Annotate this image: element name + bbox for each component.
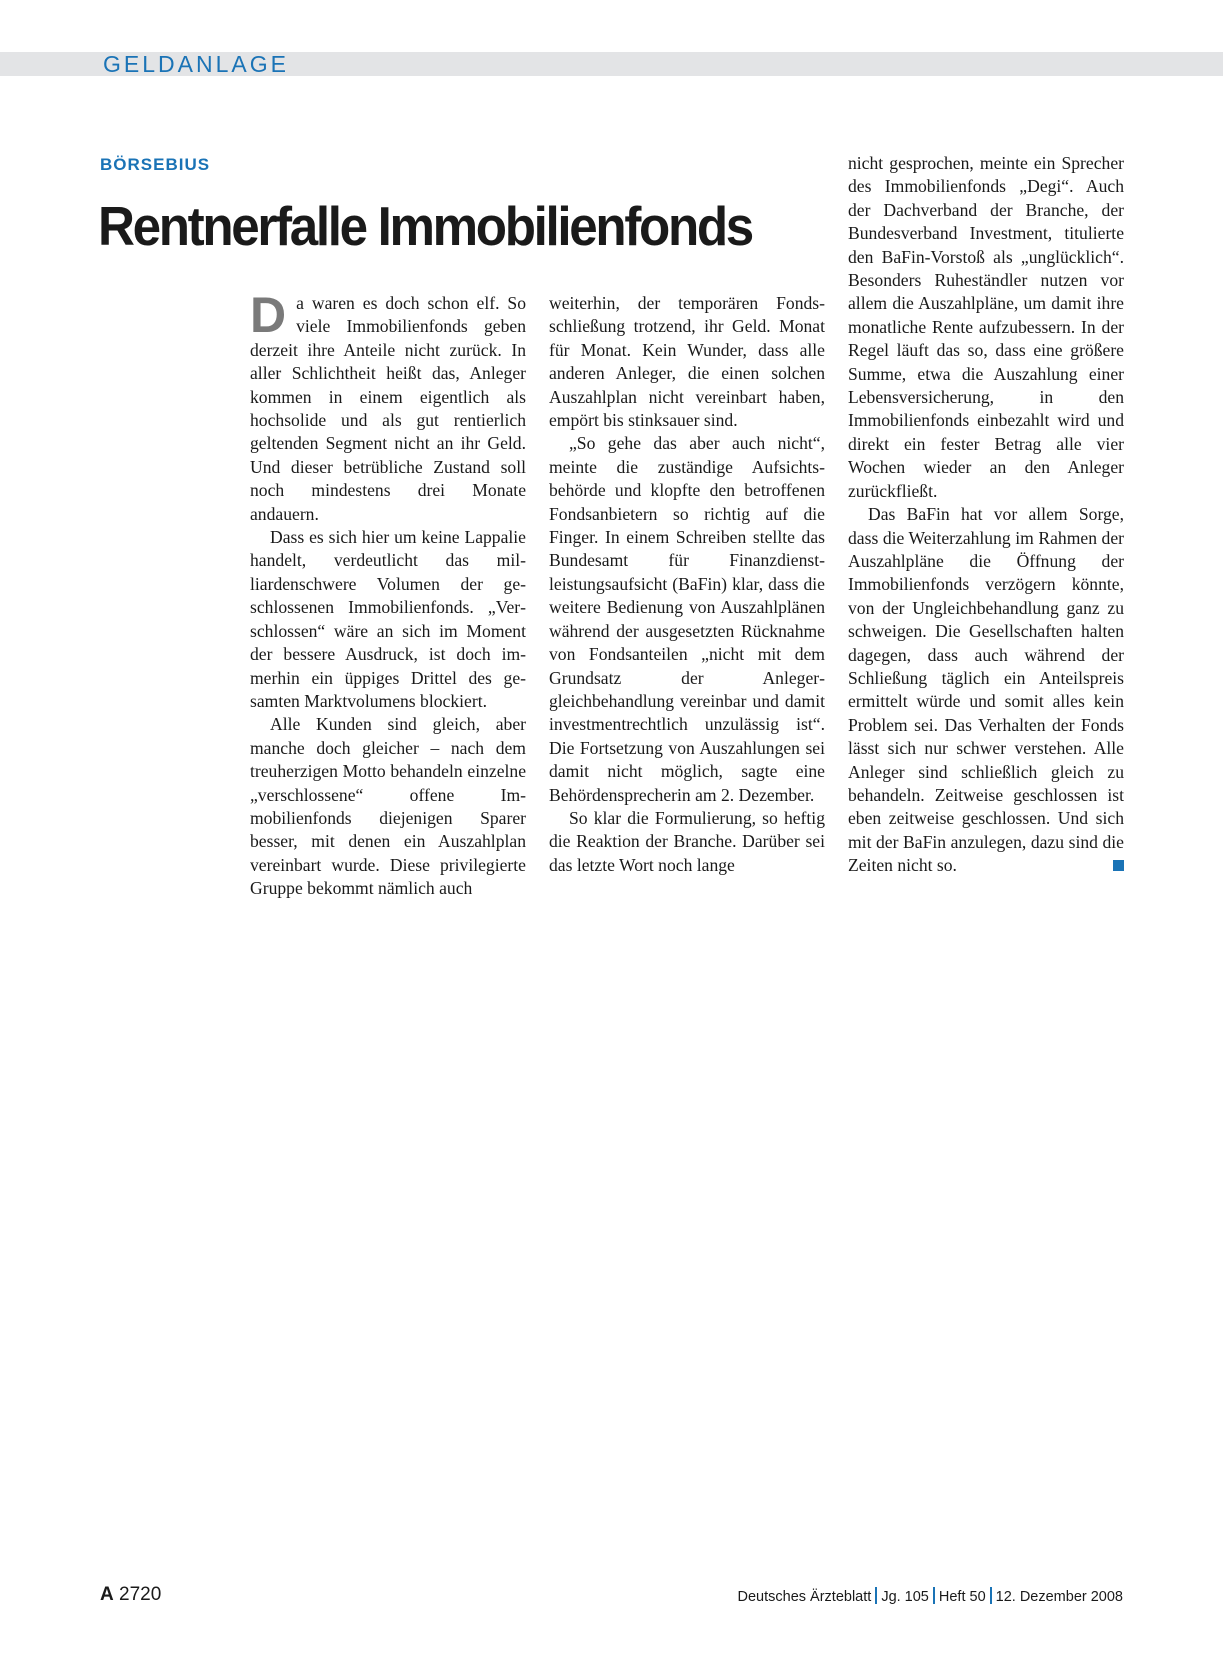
paragraph: Dass es sich hier um keine Lappalie handelt, verdeutlicht das milliardenschwere Volumen der geschlossenen Immobilienfonds. „Verschlossen“ wäre an sich im Moment der bessere Ausdruck, ist doch immerhin ein üppiges Drittel des gesamten Marktvolumens blockiert. (250, 527, 526, 711)
journal-volume: Jg. 105 (881, 1589, 929, 1605)
paragraph: nicht gesprochen, meinte ein Sprecher des Immobilienfonds „Degi“. Auch der Dachverband der Branche, der Bundesverband Investment, titulierte den BaFin-Vorstoß als „unglücklich“. Besonders Ruheständler nutzen vor allem die Auszahlpläne, um damit ihre monatliche Rente aufzubessern. In der Regel läuft das so, dass eine größere Summe, etwa die Auszahlung einer Lebensversicherung, in den Immobilienfonds einbezahlt wird und direkt ein fester Betrag alle vier Wochen wieder an den Anleger zurückfließt. (848, 153, 1124, 501)
page-number (100, 1584, 161, 1606)
separator (933, 1587, 935, 1604)
paragraph (848, 503, 1124, 878)
paragraph: So klar die Formulierung, so heftig die Reaktion der Branche. Darüber sei das letzte Wort noch lange (549, 807, 825, 875)
journal-date: 12. Dezember 2008 (995, 1589, 1123, 1605)
text-column-1 (250, 287, 526, 901)
article-headline: Rentnerfalle Immobilienfonds (98, 195, 752, 257)
page-prefix: A (100, 1584, 114, 1605)
paragraph: Alle Kunden sind gleich, aber manche doch gleicher – nach dem treuherzigen Motto behandeln einzelne „verschlossene“ offene Immobilienfonds diejenigen Sparer besser, mit denen ein Auszahlplan vereinbart wurde. Diese privilegierte Gruppe bekommt nämlich auch (250, 714, 526, 899)
page-number-value: 2720 (119, 1584, 162, 1605)
paragraph-text: a waren es doch schon elf. So viele Immobilienfonds geben derzeit ihre Anteile nicht zurück. In aller Schlichtheit heißt das, Anleger kommen in einem eigentlich als hochsolide und als gut rentierlich geltenden Segment nicht an ihr Geld. Und dieser betrübliche Zustand soll noch mindestens drei Monate andauern. (250, 293, 526, 524)
journal-issue: Heft 50 (938, 1589, 986, 1605)
paragraph (250, 287, 526, 526)
text-column-2 (549, 292, 825, 877)
article-kicker: BÖRSEBIUS (100, 155, 211, 174)
paragraph-text: Das BaFin hat vor allem Sorge, dass die Weiterzahlung im Rahmen der Auszahlpläne die Öffnung der Immobilienfonds verzögern könnte, von der Ungleichbehandlung ganz zu schweigen. Die Gesellschaften halten dagegen, dass auch während der Schließung täglich ein Anteilspreis ermittelt würde und somit alles kein Problem sei. Das Verhalten der Fonds lässt sich nur schwer verstehen. Alle Anleger sind schließlich gleich zu behandeln. Zeitweise geschlossen ist eben zeitweise geschlossen. Und sich mit der BaFin anzulegen, dazu sind die Zeiten nicht so. (848, 504, 1124, 876)
drop-cap: D (250, 287, 287, 343)
paragraph: weiterhin, der temporären Fondsschließung trotzend, ihr Geld. Monat für Monat. Kein Wunder, dass alle anderen Anleger, die einen solchen Auszahlplan nicht vereinbart haben, empört bis stinksauer sind. (549, 293, 825, 431)
section-label: GELDANLAGE (103, 51, 289, 77)
separator (875, 1587, 877, 1604)
text-column-3 (848, 152, 1124, 878)
separator (990, 1587, 992, 1604)
paragraph: „So gehe das aber auch nicht“, meinte die zuständige Aufsichtsbehörde und klopfte den betroffenen Fondsanbietern so richtig auf die Finger. In einem Schreiben stellte das Bundesamt für Finanzdienstleistungsaufsicht (BaFin) klar, dass die weitere Bedienung von Auszahlplänen während der ausgesetzten Rücknahme von Fondsanteilen „nicht mit dem Grundsatz der Anlegergleichbehandlung vereinbar und damit investmentrechtlich unzulässig ist“. Die Fortsetzung von Auszahlungen sei damit nicht möglich, sagte eine Behördensprecherin am 2. Dezember. (549, 433, 825, 805)
journal-reference (738, 1587, 1123, 1605)
journal-name: Deutsches Ärzteblatt (737, 1589, 872, 1605)
end-of-article-icon (1113, 860, 1124, 871)
